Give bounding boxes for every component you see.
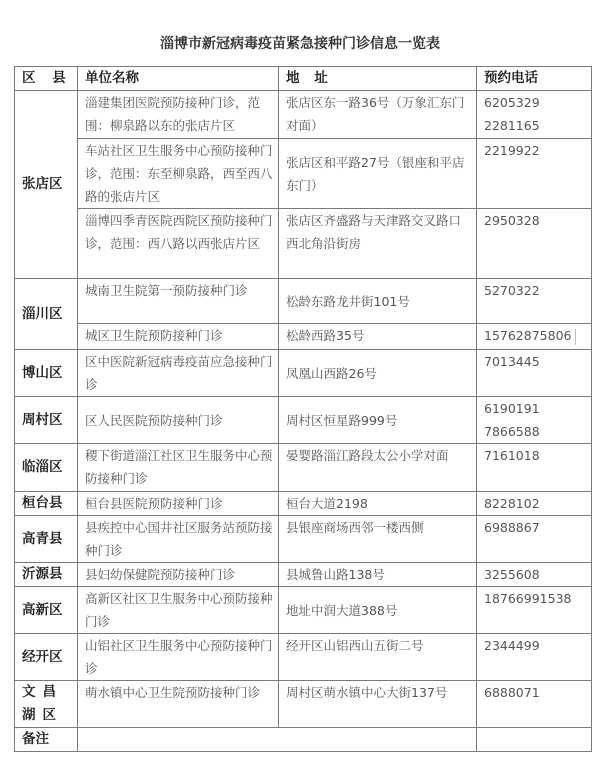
table-row — [15, 634, 592, 681]
phone-number: 6190191 — [484, 401, 540, 416]
address-cell: 张店区东一路36号（万象汇东门对面） — [279, 91, 477, 139]
address-cell: 松龄东路龙井街101号 — [279, 279, 477, 324]
phone-cell: 7161018 — [477, 444, 592, 492]
address-cell: 凤凰山西路26号 — [279, 350, 477, 397]
unit-cell: 区中医院新冠病毒疫苗应急接种门诊 — [78, 350, 279, 397]
address-cell: 周村区恒星路999号 — [279, 397, 477, 444]
phone-number: 15762875806 — [484, 328, 572, 343]
district-cell: 淄川区 — [15, 279, 78, 350]
phone-cell — [477, 91, 592, 139]
district-cell: 文昌湖区 — [15, 681, 78, 728]
district-cell: 沂源县 — [15, 563, 78, 587]
address-cell: 张店区齐盛路与天津路交叉路口西北角沿街房 — [279, 209, 477, 279]
header-district — [15, 67, 78, 91]
unit-cell: 萌水镇中心卫生院预防接种门诊 — [78, 681, 279, 728]
unit-cell: 稷下街道淄江社区卫生服务中心预防接种门诊 — [78, 444, 279, 492]
unit-cell: 桓台县医院预防接种门诊 — [78, 492, 279, 516]
table-row — [15, 563, 592, 587]
table-header-row — [15, 67, 592, 91]
remarks-label: 备注 — [15, 728, 78, 752]
header-district-label: 区 县 — [22, 70, 72, 86]
address-cell: 桓台大道2198 — [279, 492, 477, 516]
table-row — [15, 209, 592, 279]
table-row — [15, 681, 592, 728]
district-cell: 高新区 — [15, 587, 78, 634]
table-row — [15, 139, 592, 209]
text-caret — [575, 329, 576, 345]
unit-cell: 区人民医院预防接种门诊 — [78, 397, 279, 444]
unit-cell: 淄博四季青医院西院区预防接种门诊，范围：西八路以西张店片区 — [78, 209, 279, 279]
table-row — [15, 91, 592, 139]
phone-cell — [477, 324, 592, 350]
district-cell: 周村区 — [15, 397, 78, 444]
address-cell: 经开区山铝西山五街二号 — [279, 634, 477, 681]
phone-cell — [477, 397, 592, 444]
phone-cell: 2344499 — [477, 634, 592, 681]
district-cell: 临淄区 — [15, 444, 78, 492]
phone-cell: 2219922 — [477, 139, 592, 209]
phone-number: 2281165 — [484, 118, 540, 133]
header-phone: 预约电话 — [477, 67, 592, 91]
table-row — [15, 350, 592, 397]
address-cell: 松龄西路35号 — [279, 324, 477, 350]
table-row — [15, 516, 592, 563]
address-cell: 晏婴路淄江路段太公小学对面 — [279, 444, 477, 492]
remarks-content — [78, 728, 477, 752]
header-address-label: 地 址 — [286, 70, 333, 86]
remarks-phone — [477, 728, 592, 752]
phone-cell: 2950328 — [477, 209, 592, 279]
unit-cell: 淄建集团医院预防接种门诊，范围：柳泉路以东的张店片区 — [78, 91, 279, 139]
unit-cell: 城南卫生院第一预防接种门诊 — [78, 279, 279, 324]
district-cell: 高青县 — [15, 516, 78, 563]
district-cell: 博山区 — [15, 350, 78, 397]
unit-cell: 县妇幼保健院预防接种门诊 — [78, 563, 279, 587]
phone-cell: 18766991538 — [477, 587, 592, 634]
address-cell: 地址中润大道388号 — [279, 587, 477, 634]
table-row — [15, 279, 592, 324]
district-cell: 桓台县 — [15, 492, 78, 516]
district-cell: 经开区 — [15, 634, 78, 681]
table-row — [15, 397, 592, 444]
clinic-info-table — [14, 66, 592, 752]
phone-cell: 6888071 — [477, 681, 592, 728]
address-cell: 县银座商场西邻一楼西侧 — [279, 516, 477, 563]
table-row — [15, 587, 592, 634]
remarks-row — [15, 728, 592, 752]
address-cell: 县城鲁山路138号 — [279, 563, 477, 587]
phone-number: 6205329 — [484, 95, 540, 110]
header-address — [279, 67, 477, 91]
district-cell: 张店区 — [15, 91, 78, 279]
address-cell: 张店区和平路27号（银座和平店东门） — [279, 139, 477, 209]
table-row — [15, 444, 592, 492]
unit-cell: 县疾控中心国井社区服务站预防接种门诊 — [78, 516, 279, 563]
phone-cell: 6988867 — [477, 516, 592, 563]
unit-cell: 高新区社区卫生服务中心预防接种门诊 — [78, 587, 279, 634]
phone-cell: 5270322 — [477, 279, 592, 324]
unit-cell: 车站社区卫生服务中心预防接种门诊，范围：东至柳泉路，西至西八路的张店片区 — [78, 139, 279, 209]
phone-cell: 8228102 — [477, 492, 592, 516]
header-unit: 单位名称 — [78, 67, 279, 91]
table-row — [15, 492, 592, 516]
unit-cell: 城区卫生院预防接种门诊 — [78, 324, 279, 350]
unit-cell: 山铝社区卫生服务中心预防接种门诊 — [78, 634, 279, 681]
phone-cell: 3255608 — [477, 563, 592, 587]
address-cell: 周村区萌水镇中心大街137号 — [279, 681, 477, 728]
page-title: 淄博市新冠病毒疫苗紧急接种门诊信息一览表 — [160, 36, 440, 52]
phone-number: 7866588 — [484, 424, 540, 439]
table-row — [15, 324, 592, 350]
phone-cell: 7013445 — [477, 350, 592, 397]
